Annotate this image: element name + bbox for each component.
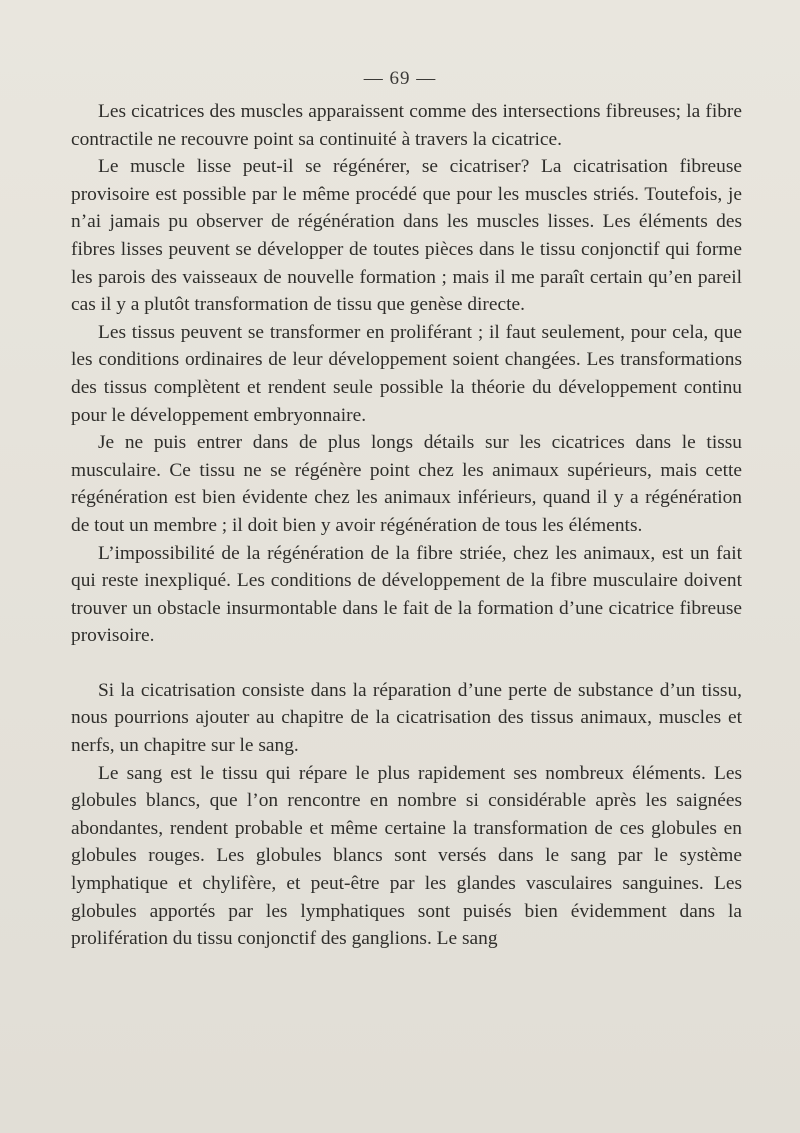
paragraph: Je ne puis entrer dans de plus longs détails sur les cicatrices dans le tissu musculaire. Ce tissu ne se régénère point chez les animaux supérieurs, mais cette régénération est bien évidente chez les animaux inférieurs, quand il y a régénération de tout un membre ; il doit bien y avoir régénération de tous les éléments. [71, 432, 742, 536]
paragraph: Les tissus peuvent se transformer en proliférant ; il faut seulement, pour cela, que les conditions ordinaires de leur développement soient changées. Les transformations des tissus complètent et rendent seule possible la théorie du développement continu pour le développement embryonnaire. [71, 321, 742, 426]
paragraph: L’impossibilité de la régénération de la fibre striée, chez les animaux, est un fait qui reste inexpliqué. Les conditions de développement de la fibre musculaire doivent trouver un obstacle insurmontable dans le fait de la formation d’une cicatrice fibreuse provisoire. [71, 542, 742, 647]
body-text [71, 98, 742, 953]
paragraph: Si la cicatrisation consiste dans la réparation d’une perte de substance d’un tissu, nous pourrions ajouter au chapitre de la cicatrisation des tissus animaux, muscles et nerfs, un chapitre sur le sang. [71, 679, 742, 757]
paragraph: Les cicatrices des muscles apparaissent comme des intersections fibreuses; la fibre contractile ne recouvre point sa continuité à travers la cicatrice. [71, 101, 742, 150]
paragraph: Le muscle lisse peut-il se régénérer, se cicatriser? La cicatrisation fibreuse provisoire est possible par le même procédé que pour les muscles striés. Toutefois, je n’ai jamais pu observer de régénération dans les muscles lisses. Les éléments des fibres lisses peuvent se développer de toutes pièces dans le tissu conjonctif qui forme les parois des vaisseaux de nouvelle formation ; mais il me paraît certain qu’en pareil cas il y a plutôt transformation de tissu que genèse directe. [71, 156, 742, 316]
page-number: — 69 — [363, 68, 437, 89]
paragraph: Le sang est le tissu qui répare le plus rapidement ses nombreux éléments. Les globules blancs, que l’on rencontre en nombre si considérable après les saignées abondantes, rendent probable et même certaine la transformation de ces globules en globules rouges. Les globules blancs sont versés dans le sang par le système lymphatique et chylifère, et peut-être par les glandes vasculaires sanguines. Les globules apportés par les lymphatiques sont puisés bien évidemment dans la prolifération du tissu conjonctif des ganglions. Le sang [71, 762, 742, 950]
